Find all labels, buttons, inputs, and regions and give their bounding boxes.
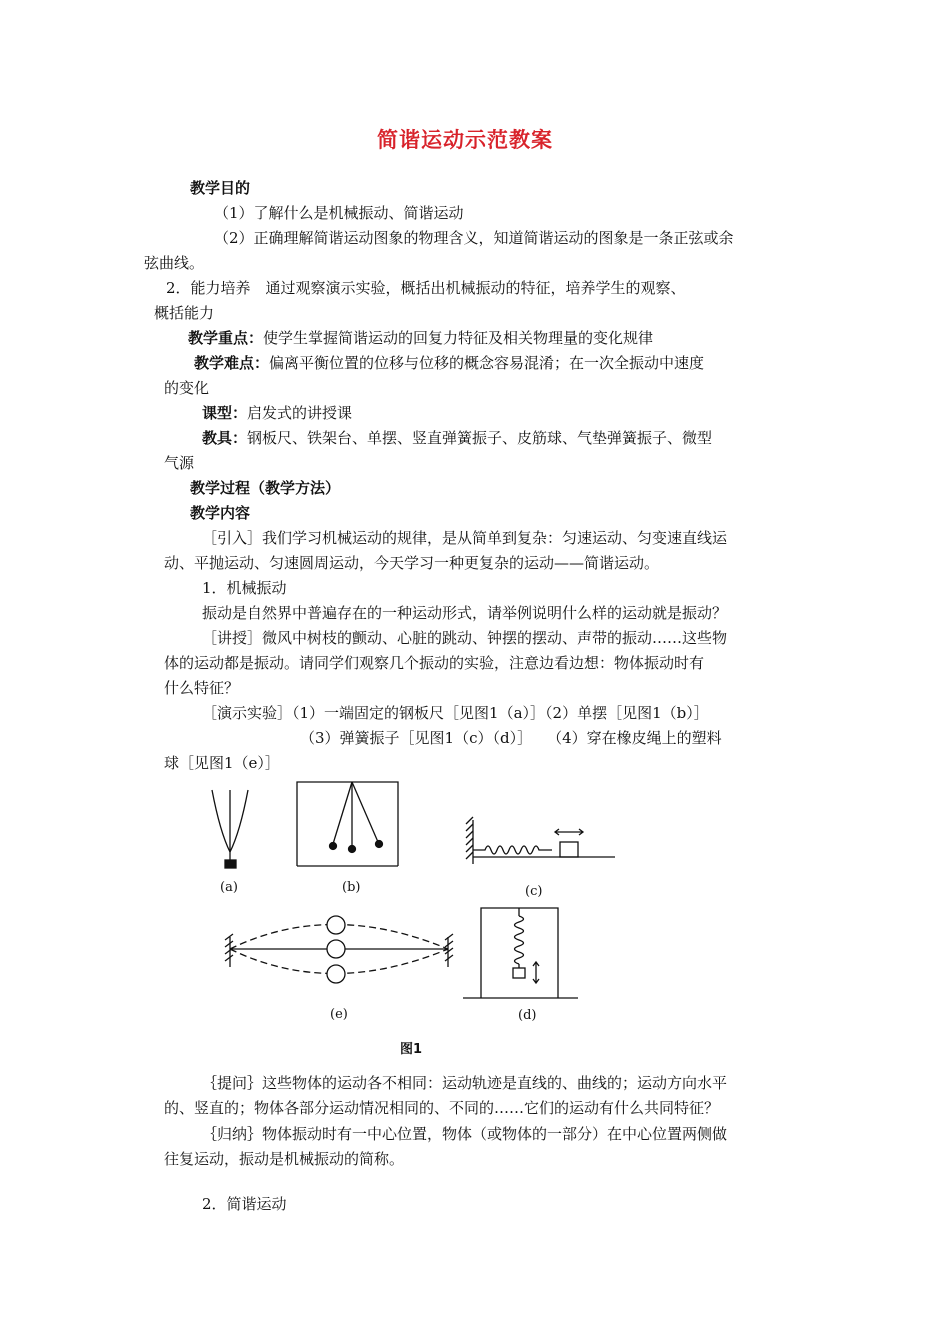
figure-e-rubber-band-ball [225, 916, 453, 983]
page-title: 简谐运动示范教案 [377, 127, 553, 152]
figure-a-steel-ruler [212, 790, 248, 868]
figure-d-vertical-spring [463, 908, 578, 998]
figure-title: 图1 [400, 1042, 423, 1057]
lesson-type [202, 403, 352, 423]
figure-caption-d: (d) [518, 1008, 537, 1023]
difficulties-label: 教学难点： [194, 354, 270, 372]
figure-1 [200, 772, 620, 1062]
intro-line-b: 动、平抛运动、匀速圆周运动，今天学习一种更复杂的运动——简谐运动。 [164, 554, 660, 572]
figure-caption-c: (c) [525, 884, 543, 899]
objective-item-1: （1）了解什么是机械振动、简谐运动 [214, 204, 464, 222]
section-1-heading: 1．机械振动 [202, 579, 287, 597]
demo-line-b: （3）弹簧振子［见图1（c）（d）］ （4）穿在橡皮绳上的塑料 [300, 729, 722, 747]
ability-line-a: 2．能力培养 通过观察演示实验，概括出机械振动的特征，培养学生的观察、 [166, 279, 686, 297]
key-points [188, 328, 653, 348]
section-2-heading: 2．简谐运动 [202, 1195, 287, 1213]
key-points-label: 教学重点： [188, 329, 264, 347]
demo-line-c: 球［见图1（e）］ [164, 754, 280, 772]
process-heading: 教学过程（教学方法） [190, 479, 341, 497]
tools-label: 教具： [202, 429, 248, 447]
demo-line-a: ［演示实验］（1）一端固定的钢板尺［见图1（a）］（2）单摆［见图1（b）］ [202, 704, 709, 722]
lecture-line-a: ［讲授］微风中树枝的颤动、心脏的跳动、钟摆的摆动、声带的振动……这些物 [202, 629, 728, 647]
figure-c-horizontal-spring [466, 817, 615, 864]
summary-line-a: ｛归纳｝物体振动时有一中心位置，物体（或物体的一部分）在中心位置两侧做 [202, 1125, 728, 1143]
content-heading: 教学内容 [190, 504, 251, 522]
lecture-line-c: 什么特征？ [164, 679, 240, 697]
figure-caption-b: (b) [342, 880, 361, 895]
lesson-type-text: 启发式的讲授课 [247, 404, 353, 422]
lecture-line-b: 体的运动都是振动。请同学们观察几个振动的实验，注意边看边想：物体振动时有 [164, 654, 705, 672]
objective-item-2a: （2）正确理解简谐运动图象的物理含义，知道简谐运动的图象是一条正弦或余 [214, 229, 734, 247]
tools-text-b: 气源 [164, 454, 195, 472]
difficulties [194, 353, 704, 373]
tools-text-a: 钢板尺、铁架台、单摆、竖直弹簧振子、皮筋球、气垫弹簧振子、微型 [247, 429, 713, 447]
objective-item-2b: 弦曲线。 [144, 254, 205, 272]
key-points-text: 使学生掌握简谐运动的回复力特征及相关物理量的变化规律 [263, 329, 654, 347]
intro-line-a: ［引入］我们学习机械运动的规律，是从简单到复杂：匀速运动、匀变速直线运 [202, 529, 728, 547]
difficulties-text-a: 偏离平衡位置的位移与位移的概念容易混淆；在一次全振动中速度 [269, 354, 705, 372]
difficulties-text-b: 的变化 [164, 379, 210, 397]
objectives-heading: 教学目的 [190, 179, 251, 197]
tools [202, 428, 712, 448]
summary-line-b: 往复运动，振动是机械振动的简称。 [164, 1150, 405, 1168]
ask-line-a: ｛提问｝这些物体的运动各不相同：运动轨迹是直线的、曲线的；运动方向水平 [202, 1074, 728, 1092]
lesson-type-label: 课型： [202, 404, 248, 422]
ability-line-b: 概括能力 [154, 304, 215, 322]
figure-caption-e: (e) [330, 1007, 348, 1022]
figure-caption-a: (a) [220, 880, 238, 895]
ask-line-b: 的、竖直的；物体各部分运动情况相同的、不同的……它们的运动有什么共同特征？ [164, 1099, 720, 1117]
question-1: 振动是自然界中普遍存在的一种运动形式，请举例说明什么样的运动就是振动？ [202, 604, 728, 622]
figure-b-pendulum [297, 782, 398, 866]
